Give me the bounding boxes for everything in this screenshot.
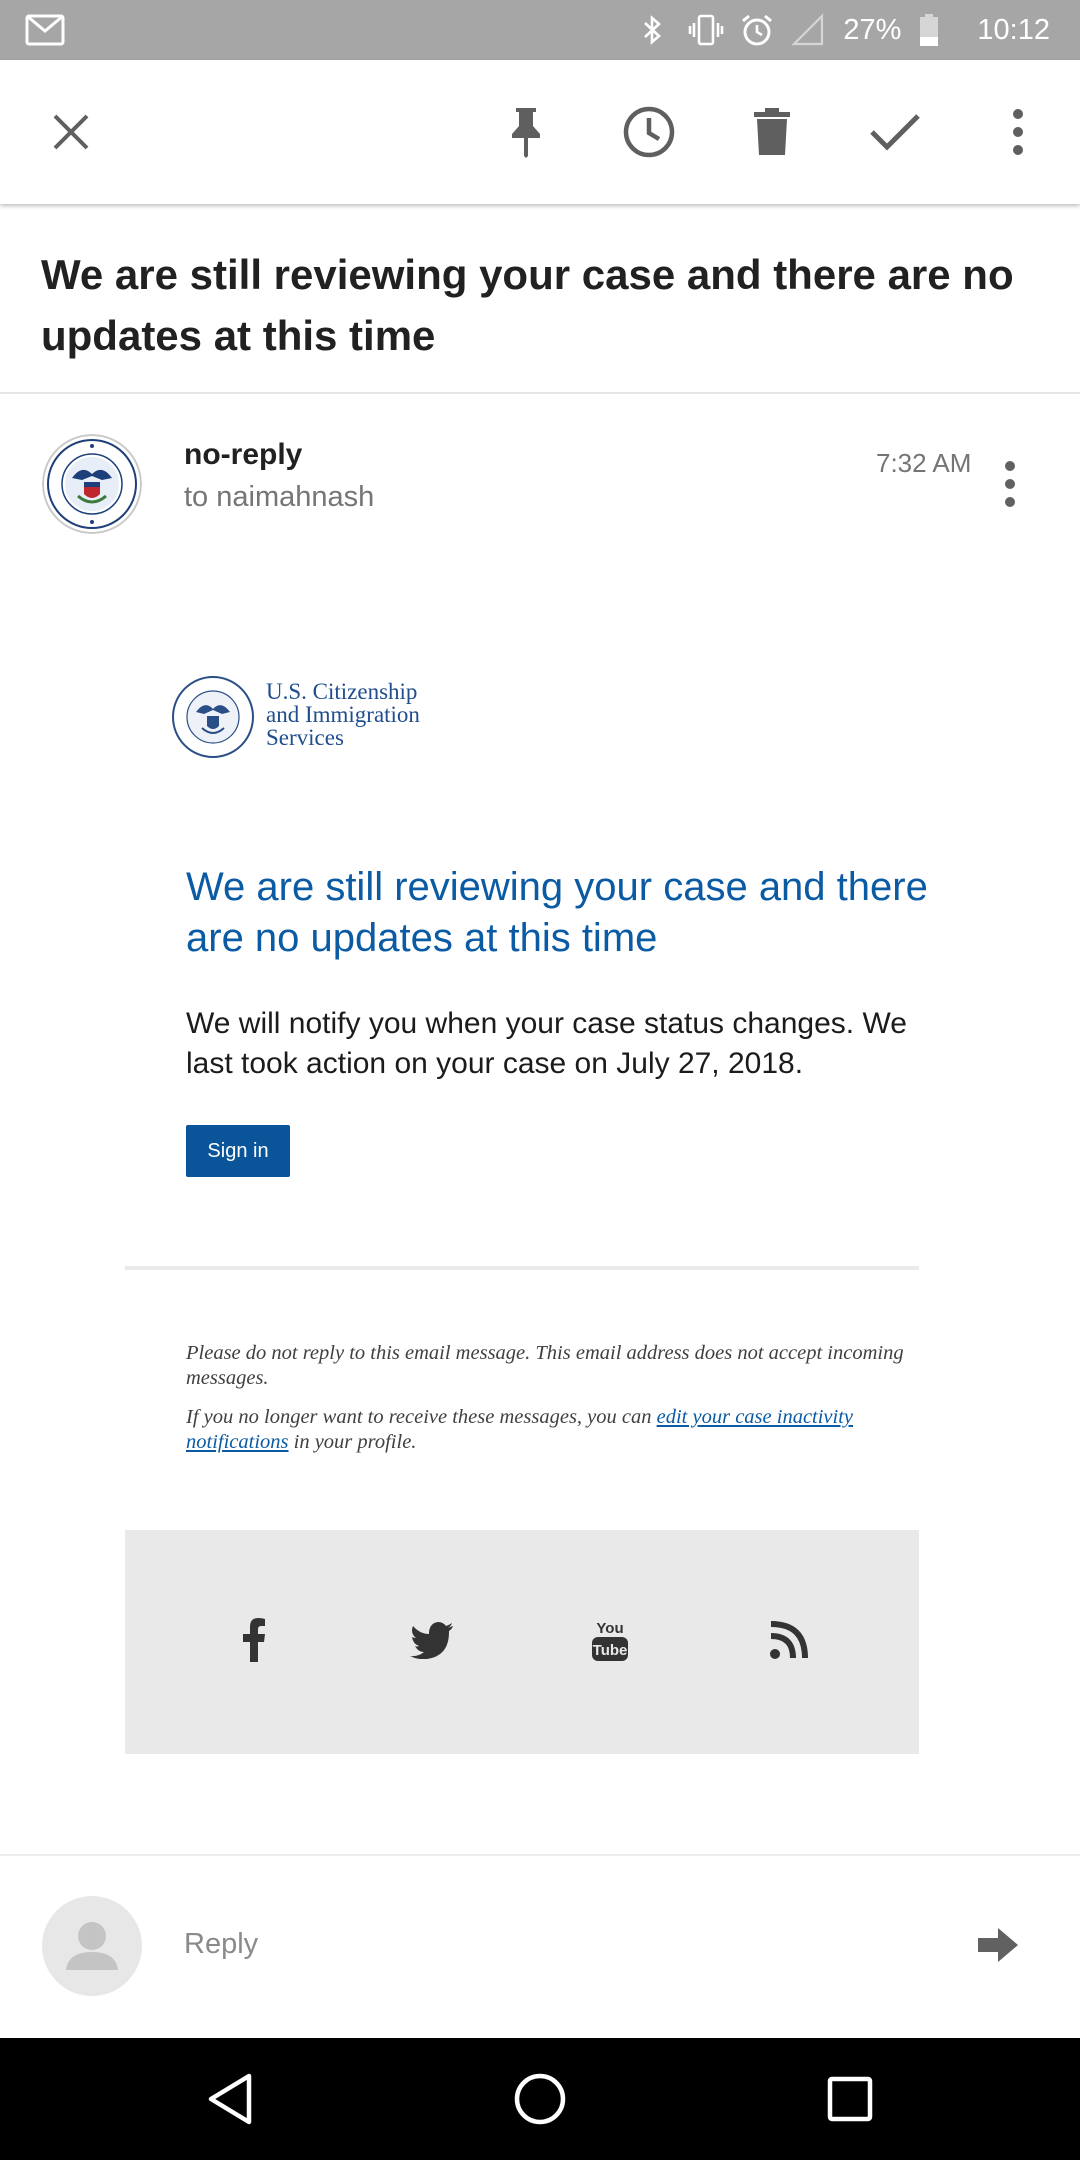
gmail-notification-icon [24, 10, 66, 55]
delete-icon[interactable] [740, 100, 804, 164]
close-icon[interactable] [39, 100, 103, 164]
alarm-icon [739, 13, 773, 47]
recents-icon[interactable] [812, 2061, 888, 2137]
email-subject: We are still reviewing your case and there are no updates at this time [41, 251, 1014, 359]
snooze-icon[interactable] [617, 100, 681, 164]
unsubscribe-note [186, 1405, 946, 1455]
sender-name: no-reply [184, 438, 303, 471]
no-reply-note: Please do not reply to this email message. This email address does not accept incoming messages. [186, 1342, 904, 1389]
vibrate-icon [687, 13, 721, 47]
email-toolbar [0, 60, 1080, 204]
dhs-seal-icon [42, 434, 142, 534]
uscis-seal-icon [172, 676, 254, 758]
social-links [125, 1530, 919, 1754]
forward-arrow-icon[interactable] [972, 1920, 1022, 1970]
more-vert-icon[interactable] [990, 458, 1030, 510]
facebook-icon[interactable] [222, 1608, 286, 1672]
back-icon[interactable] [192, 2061, 268, 2137]
divider [125, 1266, 919, 1270]
youtube-icon[interactable] [578, 1608, 642, 1672]
svg-text:Tube: Tube [592, 1642, 628, 1659]
edit-notifications-link[interactable]: edit your case inactivity notifications [186, 1406, 854, 1453]
recipient-line[interactable]: to naimahnash [184, 481, 375, 513]
reply-input[interactable]: Reply [184, 1928, 259, 1960]
sender-avatar[interactable] [42, 434, 142, 534]
home-icon[interactable] [502, 2061, 578, 2137]
unsubscribe-note-prefix: If you no longer want to receive these messages, you can [186, 1406, 657, 1428]
sign-in-button[interactable]: Sign in [186, 1125, 290, 1177]
status-bar [0, 0, 1080, 60]
org-name-line: U.S. Citizenship [266, 679, 418, 704]
bluetooth-icon [635, 13, 669, 47]
org-name [266, 680, 506, 749]
rss-icon[interactable] [757, 1608, 821, 1672]
signal-icon [791, 13, 825, 47]
org-name-line: and Immigration [266, 702, 420, 727]
email-time: 7:32 AM [876, 448, 972, 478]
email-body-text: We will notify you when your case status changes. We last took action on your case on July 27, 2018. [186, 1007, 907, 1080]
svg-text:You: You [596, 1620, 624, 1637]
divider [0, 1854, 1080, 1856]
org-name-line: Services [266, 725, 344, 750]
done-icon[interactable] [863, 100, 927, 164]
clock: 10:12 [977, 13, 1050, 46]
unsubscribe-note-suffix: in your profile. [288, 1431, 417, 1453]
user-avatar-icon [42, 1896, 142, 1996]
navigation-bar [0, 2038, 1080, 2160]
battery-icon [919, 13, 939, 47]
divider [0, 392, 1080, 394]
twitter-icon[interactable] [400, 1608, 464, 1672]
more-vert-icon[interactable] [986, 100, 1050, 164]
email-body-title: We are still reviewing your case and there are no updates at this time [186, 865, 928, 960]
pin-icon[interactable] [494, 100, 558, 164]
battery-percent: 27% [843, 13, 902, 46]
